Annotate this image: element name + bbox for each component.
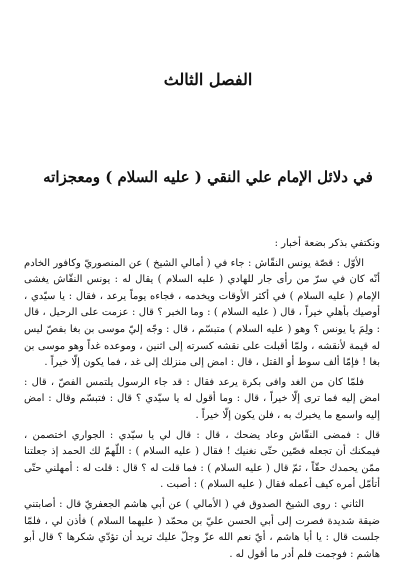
paragraph-first-story: الأوّل : قصّة يونس النقّاش : جاء في ( أمالي الشيخ ) عن المنصوريّ وكافور الخادم أنّه كان في سرّ من رأى جار للهادي ( عليه السلام ) يقال له : يونس النقّاش يغشى الإمام ( عليه السلام ) في أكثر الأوقات ويخدمه ، فجاءه يوماً يرعد ، فقال : يا سيّدي ، أوصيك بأهلي خيراً ، قال ( عليه السلام ) : وما الخبر ؟ قال : عزمت على الرحيل ، قال : ولِمَ يا يونس ؟ وهو ( عليه السلام ) متبسّم ، قال : وجّه إليّ موسى بن بغا بفصّ ليس له قيمة لأنقشه ، ولمّا أقبلت على نقشه كسرته إلى اثنين ، وموعده غداً وهو موسى بن بغا ! فإمّا ألف سوط أو القتل ، قال : امض إلى منزلك إلى غد ، فما يكون إلّا خيراً . (24, 257, 380, 369)
body-text (24, 236, 380, 566)
section-title: في دلائل الإمام علي النقي ( عليه السلام ) ومعجزاته (43, 168, 373, 186)
paragraph-next-day: فلمّا كان من الغد وافى بكرة يرعد فقال : قد جاء الرسول يلتمس الفصّ ، قال : امض إليه فما ترى إلّا خيراً ، قال : وما أقول له يا سيّدي ؟ قال : فتبسّم وقال : امض إليه واسمع ما يخبرك به ، فلن يكون إلّا خيراً . (24, 376, 380, 421)
paragraph-second-story: الثاني : روى الشيخ الصدوق في ( الأمالي ) عن أبي هاشم الجعفريّ قال : أصابتني ضيقة شديدة فصرت إلى أبي الحسن عليّ بن محمّد ( عليهما السلام ) فأذن لي ، فلمّا جلست قال : يا أبا هاشم ، أيّ نعم الله عزّ وجلّ عليك تريد أن تؤدّي شكرها ؟ قال أبو هاشم : فوجمت فلم أدر ما أقول له . (24, 498, 380, 560)
paragraph-intro: ونكتفي بذكر بضعة أخبار : (274, 238, 380, 249)
paragraph-return: قال : فمضى النقّاش وعاد يضحك ، قال : قال لي يا سيّدي : الجواري اختصمن ، فيمكنك أن تجعله فصّين حتّى نغنيك ! فقال ( عليه السلام ) : اللّهمّ لك الحمد إذ جعلتنا ممّن يحمدك حقّاً ، ثمّ قال ( عليه السلام ) : فما قلت له ؟ قال : قلت له : أمهلني حتّى أتأمّل أمره كيف أعمله فقال ( عليه السلام ) : أصبت . (24, 429, 380, 491)
chapter-label: الفصل الثالث (163, 70, 253, 89)
